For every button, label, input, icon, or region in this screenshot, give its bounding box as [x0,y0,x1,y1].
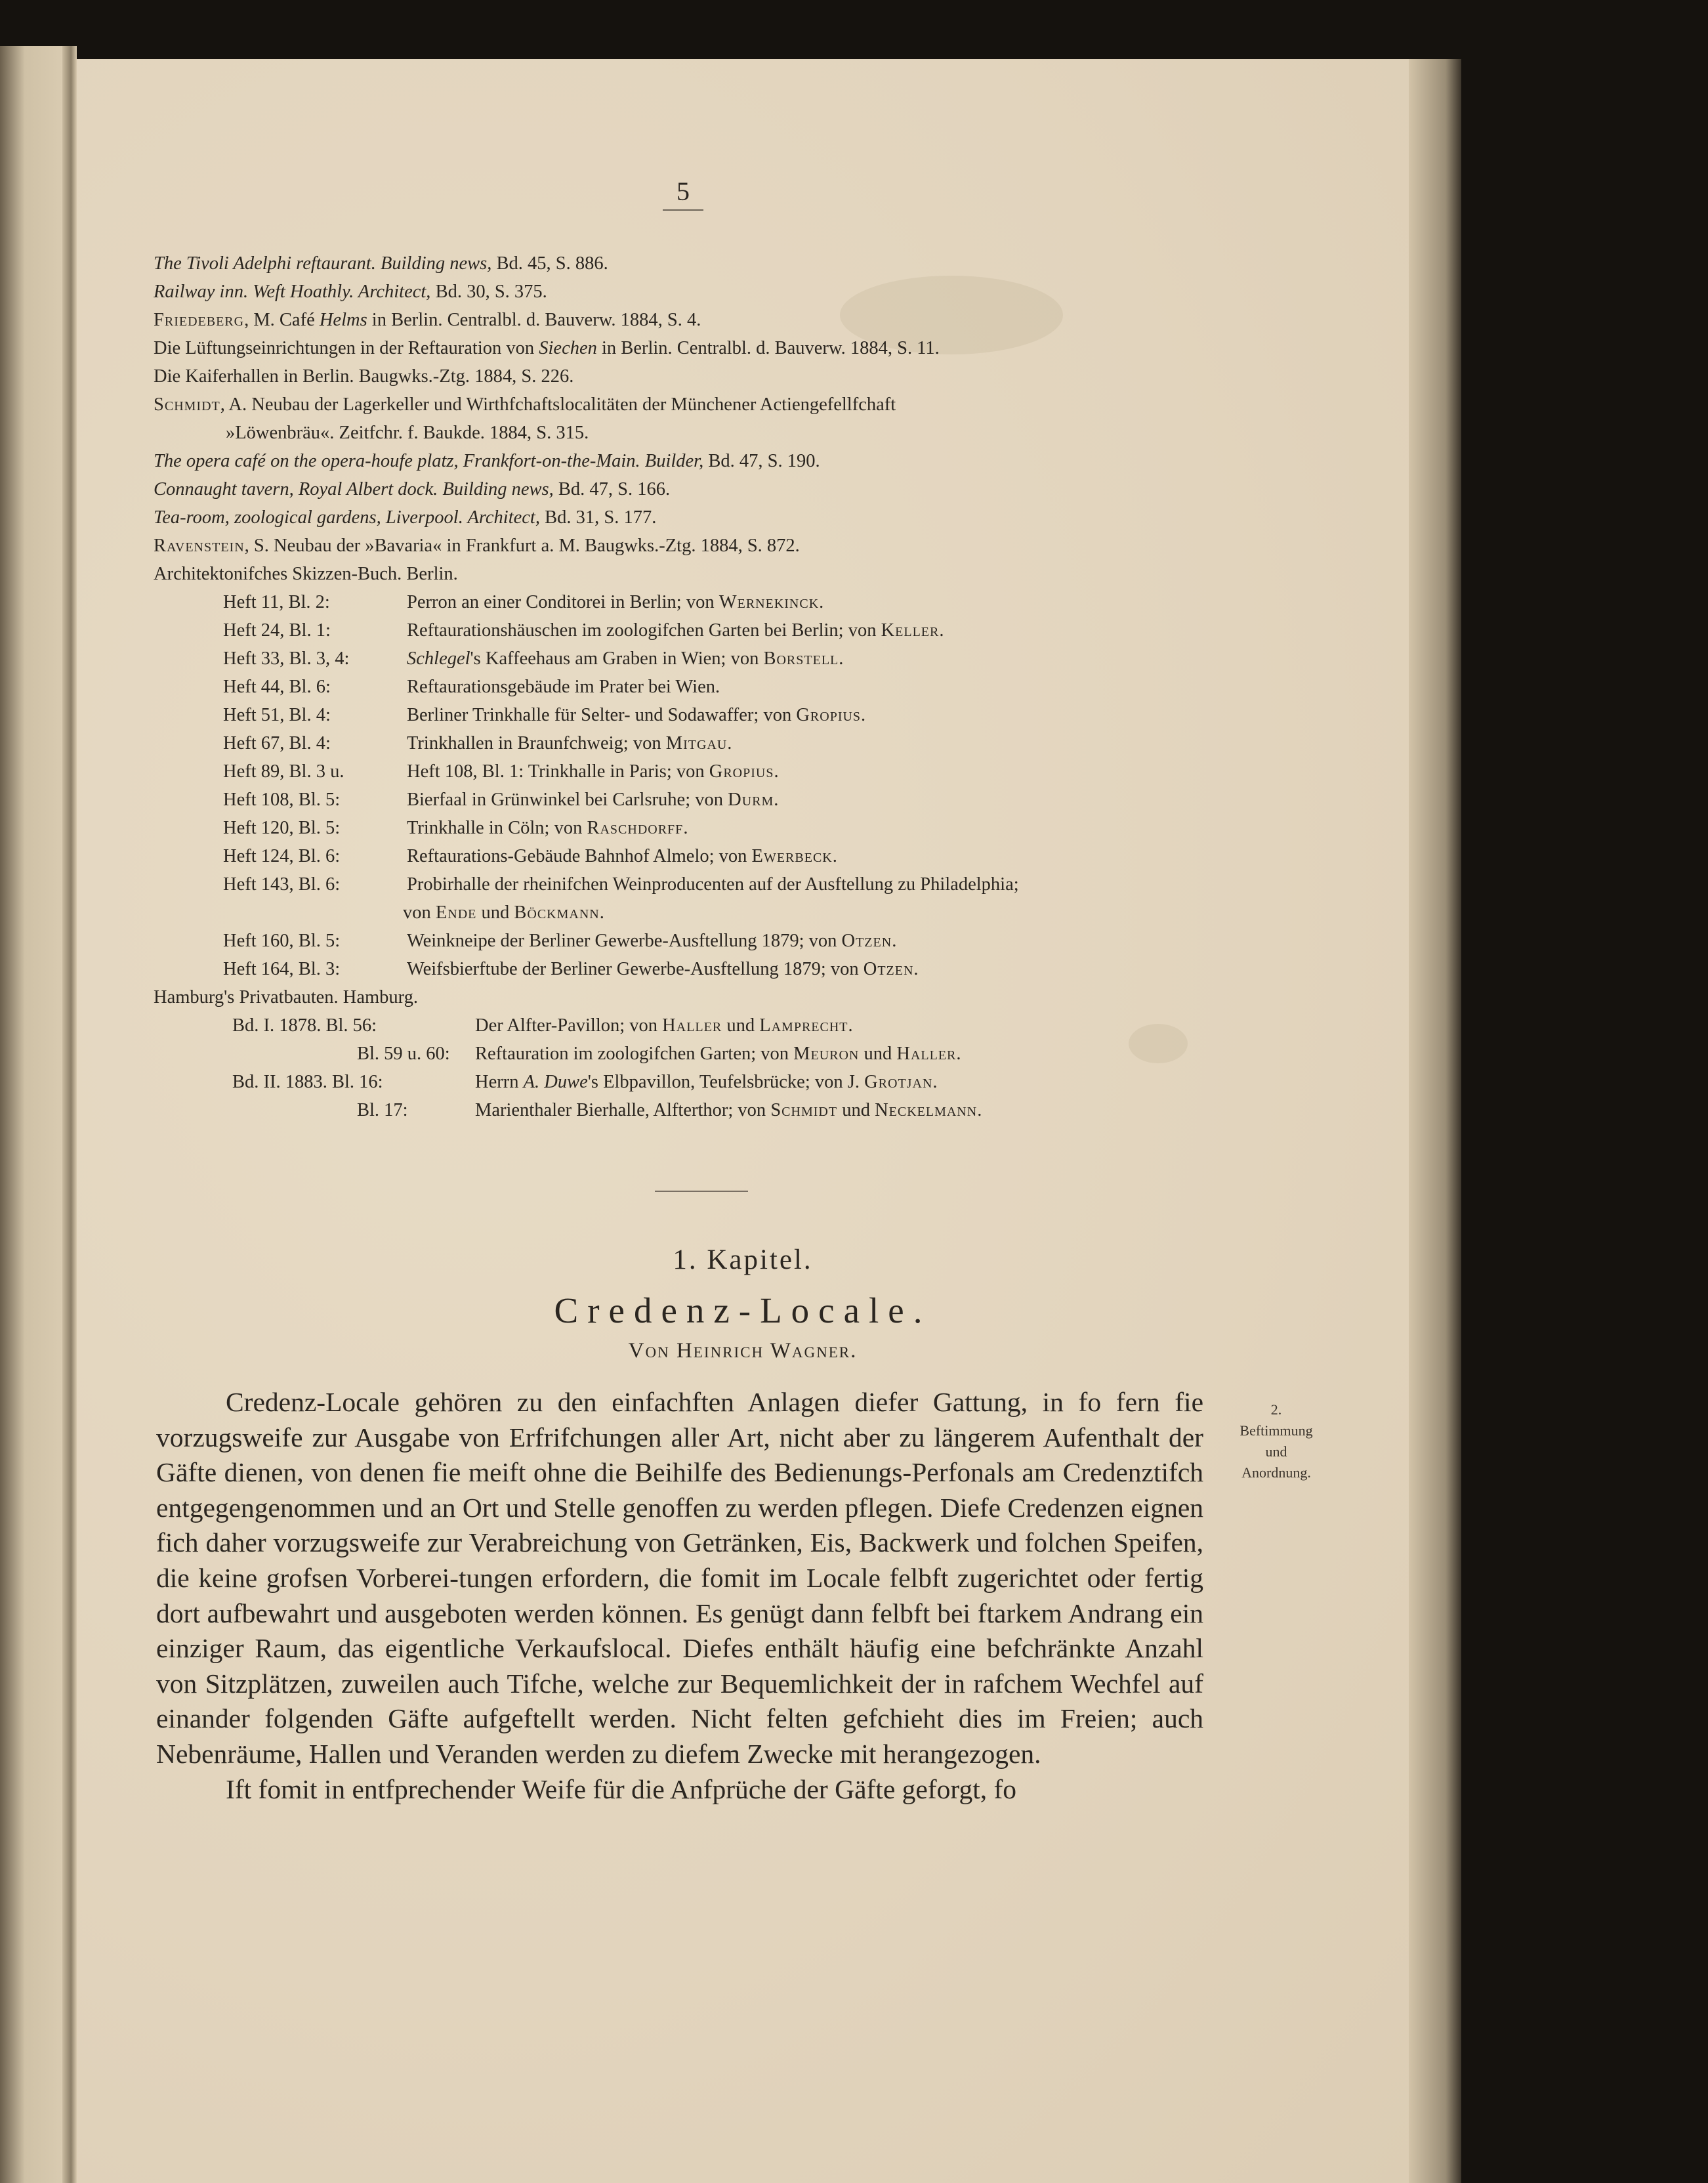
heft-label: Heft 51, Bl. 4: [223,705,331,725]
text-segment: Tea-room, zoological gardens, Liverpool. Architect, [154,507,540,528]
chapter-number: 1. Kapitel. [673,1244,813,1275]
text-segment: Bd. 30, S. 375. [430,282,547,302]
hamburg-label: Bd. I. 1878. Bl. 56: [232,1015,377,1036]
text-segment: Raschdorff [587,818,684,838]
text-segment: . [819,592,824,612]
text-segment: Bd. 47, S. 190. [703,451,820,471]
text-segment: »Löwenbräu«. Zeitfchr. f. Baukde. 1884, S. 315. [226,423,589,443]
hamburg-label: Bl. 17: [357,1100,408,1120]
text-segment: Weinkneipe der Berliner Gewerbe-Ausftellung 1879; von [407,931,842,951]
marginal-note-line: und [1265,1443,1287,1460]
text-segment: Haller [662,1015,722,1036]
text-segment: Perron an einer Conditorei in Berlin; von [407,592,719,612]
text-segment: Mitgau [665,733,728,753]
text-segment: Neckelmann [875,1100,978,1120]
text-segment: Reftauration im zoologifchen Garten; von [475,1044,794,1064]
text-segment: Grotjan [864,1072,933,1092]
hamburg-label: Bl. 59 u. 60: [357,1044,450,1064]
text-segment: . [774,761,779,782]
text-segment: Weifsbierftube der Berliner Gewerbe-Ausftellung 1879; von [407,959,864,979]
heft-label: Heft 67, Bl. 4: [223,733,331,753]
text-segment: . [848,1015,853,1036]
text-segment: Herrn [475,1072,524,1092]
text-segment: und [722,1015,760,1036]
text-segment: Keller [881,620,940,641]
marginal-note-line: Beftimmung [1239,1422,1313,1439]
text-segment: Bierfaal in Grünwinkel bei Carlsruhe; von [407,790,728,810]
text-segment: . [913,959,919,979]
text-segment: Helms [319,310,367,330]
text-segment: Siechen [539,338,597,358]
marginal-note-number: 2. [1270,1401,1282,1418]
text-segment: Connaught tavern, Royal Albert dock. Building news, [154,479,554,499]
text-segment: . [599,902,604,923]
text-segment: Bd. 31, S. 177. [539,507,657,528]
text-segment: von [403,902,436,923]
text-segment: Meuron [793,1044,860,1064]
text-segment: Reftaurationsgebäude im Prater bei Wien. [407,677,720,697]
text-segment: Hamburg's Privatbauten. Hamburg. [154,987,419,1007]
text-segment: Probirhalle der rheinifchen Weinproducenten auf der Ausftellung zu Philadelphia; [407,874,1019,895]
text-segment: . [939,620,944,641]
text-segment: Marienthaler Bierhalle, Alfterthor; von [475,1100,771,1120]
text-segment: Schmidt [154,394,220,415]
text-segment: . [932,1072,938,1092]
text-segment: Gropius [709,761,774,782]
text-segment: Schmidt [770,1100,838,1120]
text-segment: Reftaurations-Gebäude Bahnhof Almelo; von [407,846,752,866]
text-segment: Railway inn. Weft Hoathly. Architect, [154,282,431,302]
hamburg-label: Bd. II. 1883. Bl. 16: [232,1072,383,1092]
text-segment: . [839,648,844,669]
text-segment: . [861,705,866,725]
text-segment: in Berlin. Centralbl. d. Bauverw. 1884, S. 11. [596,338,940,358]
text-segment: Schlegel [407,648,470,669]
text-segment: Der Alfter-Pavillon; von [475,1015,663,1036]
text-segment: Otzen [863,959,914,979]
text-segment: . [774,790,779,810]
text-segment: . [956,1044,961,1064]
text-segment: . [727,733,732,753]
text-segment: . [977,1100,982,1120]
text-segment: Ravenstein [154,536,245,556]
text-segment: The Tivoli Adelphi reftaurant. Building news, [154,253,492,274]
text-segment: und [476,902,514,923]
text-segment: Wernekinck [719,592,820,612]
text-segment: Gropius [796,705,862,725]
text-segment: und [837,1100,875,1120]
text-segment: Friedeberg [154,310,245,330]
text-segment: Ende [435,902,477,923]
heft-label: Heft 120, Bl. 5: [223,818,341,838]
text-segment: Die Lüftungseinrichtungen in der Reftauration von [154,338,539,358]
text-segment: , A. Neubau der Lagerkeller und Wirthfchaftslocalitäten der Münchener Actiengefellfchaft [220,394,896,415]
text-segment: The opera café on the opera-houfe platz, Frankfort-on-the-Main. Builder, [154,451,704,471]
text-segment: und [859,1044,897,1064]
text-segment: Heft 108, Bl. 1: Trinkhalle in Paris; von [407,761,709,782]
heft-label: Heft 89, Bl. 3 u. [223,761,344,782]
text-segment: . [892,931,897,951]
text-segment: Durm [728,790,774,810]
body-paragraph: Ift fomit in entfprechender Weife für die Anfprüche der Gäfte geforgt, fo [226,1773,1017,1804]
text-segment: , M. Café [244,310,320,330]
chapter-heading [77,0,1409,2183]
text-segment: Lamprecht [759,1015,848,1036]
text-segment: A. Duwe [523,1072,588,1092]
text-segment: 's Kaffeehaus am Graben in Wien; von [470,648,764,669]
text-segment: Otzen [841,931,892,951]
text-segment: Bd. 47, S. 166. [553,479,671,499]
heft-label: Heft 11, Bl. 2: [223,592,330,612]
chapter-title: Credenz-Locale. [554,1290,932,1330]
page-number: 5 [663,176,703,211]
text-segment: Trinkhallen in Braunfchweig; von [407,733,666,753]
body-paragraph: Credenz-Locale gehören zu den einfachften Anlagen diefer Gattung, in fo fern fie vorzugsweife zur Ausgabe von Erfrifchungen aller Art, nicht aber zu längerem Aufenthalt der Gäfte dienen, von denen fie meift ohne die Beihilfe des Bedienungs-Perfonals am Credenztifch entgegengenommen und an Ort und Stelle genoffen zu werden pflegen. Diefe Credenzen eignen fich daher vorzugsweife zur Verabreichung von Getränken, Eis, Backwerk und folchen Speifen, die keine grofsen Vorberei-tungen erfordern, die fomit im Locale felbft zugerichtet oder fertig dort aufbewahrt und ausgeboten werden können. Es genügt dann felbft bei ftarkem Andrang ein einziger Raum, das eigentliche Verkaufslocal. Diefes enthält häufig eine befchränkte Anzahl von Sitzplätzen, zuweilen auch Tifche, welche zur Bequemlichkeit der in rafchem Wechfel auf einander folgenden Gäfte aufgeftellt werden. Nicht felten gefchieht dies im Freien; auch Nebenräume, Hallen und Veranden werden zu diefem Zwecke mit herangezogen. [156,1387,1203,1769]
text-segment: Architektonifches Skizzen-Buch. Berlin. [154,564,458,584]
text-segment: . [683,818,688,838]
text-segment: Reftaurationshäuschen im zoologifchen Garten bei Berlin; von [407,620,881,641]
body-text [156,1385,1203,1807]
heft-label: Heft 108, Bl. 5: [223,790,341,810]
marginal-note-line: Anordnung. [1241,1464,1311,1481]
text-segment: Böckmann [514,902,600,923]
chapter-author: Von Heinrich Wagner. [628,1339,858,1363]
heft-label: Heft 164, Bl. 3: [223,959,341,979]
text-segment: in Berlin. Centralbl. d. Bauverw. 1884, S. 4. [367,310,701,330]
heft-label: Heft 33, Bl. 3, 4: [223,648,350,669]
text-segment: Berliner Trinkhalle für Selter- und Sodawaffer; von [407,705,797,725]
text-segment: Trinkhalle in Cöln; von [407,818,587,838]
text-segment: Bd. 45, S. 886. [491,253,608,274]
heft-label: Heft 44, Bl. 6: [223,677,331,697]
heft-label: Heft 160, Bl. 5: [223,931,341,951]
text-segment: . [832,846,837,866]
text-segment: Ewerbeck [751,846,833,866]
heft-label: Heft 24, Bl. 1: [223,620,331,641]
heft-label: Heft 143, Bl. 6: [223,874,341,895]
text-segment: 's Elbpavillon, Teufelsbrücke; von J. [587,1072,865,1092]
heft-label: Heft 124, Bl. 6: [223,846,341,866]
text-segment: Borstell [763,648,839,669]
text-segment: , S. Neubau der »Bavaria« in Frankfurt a. M. Baugwks.-Ztg. 1884, S. 872. [244,536,800,556]
text-segment: Haller [896,1044,957,1064]
marginal-note [1217,1399,1335,1483]
text-segment: Die Kaiferhallen in Berlin. Baugwks.-Ztg. 1884, S. 226. [154,366,574,387]
